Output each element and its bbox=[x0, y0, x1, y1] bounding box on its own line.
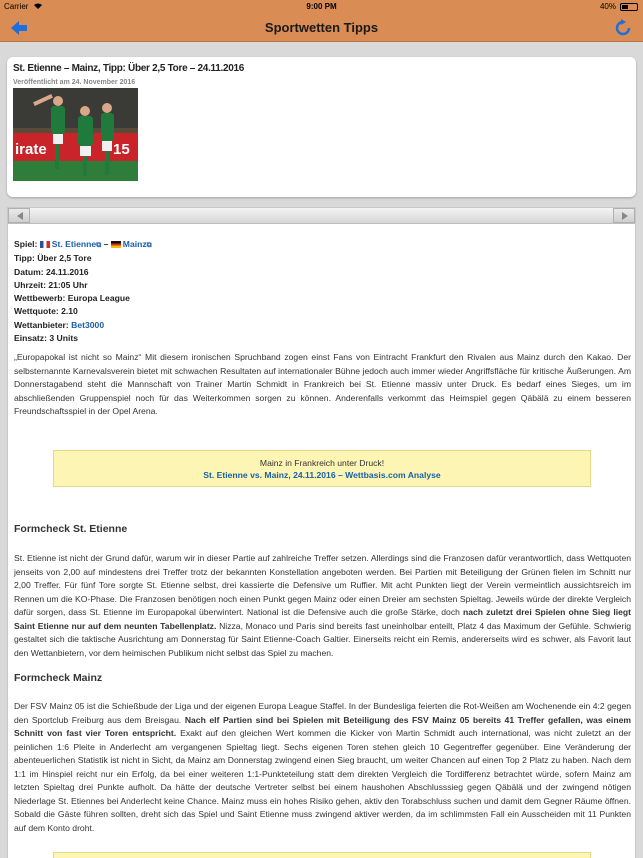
mainz-paragraph bbox=[14, 700, 631, 835]
nav-bar bbox=[0, 14, 643, 42]
competition-line: Wettbewerb: Europa League bbox=[14, 293, 130, 304]
time-line: Uhrzeit: 21:05 Uhr bbox=[14, 279, 88, 290]
bottom-callout bbox=[53, 852, 591, 858]
article-photo bbox=[13, 88, 138, 181]
date-line: Datum: 24.11.2016 bbox=[14, 266, 89, 277]
carrier-label: Carrier bbox=[4, 2, 29, 11]
germany-flag-icon bbox=[111, 241, 121, 248]
status-bar bbox=[0, 0, 643, 14]
analysis-callout[interactable] bbox=[53, 450, 591, 487]
article-header-card bbox=[7, 57, 636, 197]
scroll-left-icon[interactable] bbox=[8, 208, 30, 223]
svg-text:irate: irate bbox=[15, 141, 47, 158]
callout-link[interactable]: St. Etienne vs. Mainz, 24.11.2016 – Wettbasis.com Analyse bbox=[203, 470, 441, 480]
external-link-icon: ⧉ bbox=[96, 242, 102, 249]
team2-link[interactable]: Mainz bbox=[122, 239, 147, 249]
text-bold-segment: nach zuletzt drei Spielen ohne Sieg liegt Saint Etienne nur auf dem neunten Tabellenplatz. bbox=[14, 607, 631, 631]
horizontal-scrollbar[interactable] bbox=[8, 208, 635, 224]
svg-text:15: 15 bbox=[113, 141, 130, 158]
tip-line: Tipp: Über 2,5 Tore bbox=[14, 253, 92, 264]
stake-line: Einsatz: 3 Units bbox=[14, 333, 78, 344]
nav-title: Sportwetten Tipps bbox=[264, 20, 379, 35]
match-separator: – bbox=[103, 239, 109, 249]
article-title: St. Etienne – Mainz, Tipp: Über 2,5 Tore – 24.11.2016 bbox=[13, 63, 245, 74]
text-segment: Der FSV Mainz 05 ist die Schießbude der Liga und der eigenen Europa League Staffel. In der Bundesliga feierten die Rot-Weißen am Wochenende ein 4:2 gegen den Sportclub Freiburg aus dem Breisgau. bbox=[14, 701, 631, 725]
intro-paragraph: „Europapokal ist nicht so Mainz“ Mit diesem ironischen Spruchband zogen einst Fans von Eintracht Frankfurt den Rivalen aus Mainz durch den Kakao. Der selbsternannte Karnevalsverein bietet mit schwachen Resultaten auf internationaler Bühne jedoch auch immer wieder Angriffsfläche für kritische Äußerungen. Am Donnerstagabend steht die Mannschaft von Trainer Martin Schmidt in Frankreich bei St. Etienne massiv unter Druck. Es bedarf eines Sieges, um im abschließenden Gruppenspiel noch für das Weiterkommen sorgen zu können. Anderenfalls verkommt das Heimspiel gegen Qäbälä zu einem besseren Freundschaftsspiel in der Opel Arena. bbox=[14, 352, 631, 416]
text-segment: Exakt auf den gleichen Wert kommen die Kicker von Martin Schmidt auch international, was nicht zuletzt an der peinlichen 1:6 Pleite in Anderlecht am vergangenen Spieltag liegt. Sechs eigenen Toren stehen gleich 10 Gegentreffer gegenüber. Eine Veränderung der abenteuerlichen Statistik ist nicht in Sicht, da Mainz am Donnerstag zwingend einen Sieg braucht, um weiter Chancen auf einen Top 2 Platz zu haben. Nach dem 1:1 im Hinspiel reicht nur ein Erfolg, da bei einer weiteren 1:1-Punkteteilung statt dem direkten Vergleich die Tordifferenz betrachtet würde, sofern Mainz am letzten Spieltag drei Punkte aufholt. Da hätte der deutsche Vertreter selbst bei einem haushohen Abschlusssieg gegen Qäbälä und der zwingend nötigen Niederlage St. Etiennes bei Anderlecht keine Chance. Mainz muss ein hohes Risiko gehen, aktiv den Torabschluss suchen und damit dem Gegner Räume öffnen. Sobald die Gäste führen sollten, dreht sich das Spiel und Saint Etienne muss zwingend aktiver werden, da im schlimmsten Fall ein Ausscheiden mit 11 Punkten auf dem Konto droht. bbox=[14, 728, 632, 833]
match-info bbox=[14, 238, 631, 345]
team1-link[interactable]: St. Etienne bbox=[51, 239, 97, 249]
external-link-icon: ⧉ bbox=[146, 242, 152, 249]
st-etienne-paragraph bbox=[14, 552, 631, 660]
text-segment: Nizza, Monaco und Paris sind bereits fast uneinholbar enteilt, Platz 4 das Maximum der Gefühle. Schwierig gestaltet sich die taktische Ausrichtung am Donnerstag für Saint Etienne-Coach Galtier. Einerseits reicht ein Remis, andererseits wird es schwer, als Favorit laut den Wettanbietern, vor dem heimischen Publikum nicht selbst das Spiel zu machen. bbox=[14, 620, 632, 658]
battery-percent: 40% bbox=[599, 2, 616, 11]
section-heading-mainz: Formcheck Mainz bbox=[14, 672, 103, 684]
callout-line1: Mainz in Frankreich unter Druck! bbox=[259, 458, 385, 468]
article-content bbox=[14, 238, 632, 833]
section-heading-st-etienne: Formcheck St. Etienne bbox=[14, 523, 128, 535]
bookmaker-link[interactable]: Bet3000 bbox=[71, 319, 105, 330]
article-date: Veröffentlicht am 24. November 2016 bbox=[13, 79, 136, 86]
text-bold-segment: Nach elf Partien sind bei Spielen mit Beteiligung des FSV Mainz 05 bereits 41 Treffer gefallen, was einem Schnitt von fast vier Toren entspricht. bbox=[14, 714, 631, 738]
bookmaker-label: Wettanbieter: bbox=[14, 319, 69, 330]
status-time: 9:00 PM bbox=[306, 2, 337, 11]
scroll-right-icon[interactable] bbox=[613, 208, 635, 223]
france-flag-icon bbox=[40, 241, 50, 248]
match-label: Spiel: bbox=[14, 239, 38, 249]
match-line bbox=[14, 238, 631, 252]
odds-line: Wettquote: 2.10 bbox=[14, 306, 78, 317]
refresh-icon[interactable] bbox=[613, 18, 633, 38]
bookmaker-line bbox=[14, 319, 631, 332]
article-webview[interactable] bbox=[7, 207, 636, 858]
text-segment: St. Etienne ist nicht der Grund dafür, warum wir in dieser Partie auf zahlreiche Treffer setzen. Allerdings sind die Franzosen dafür verantwortlich, dass Wettquoten jenseits von 2,00 auf mindestens drei Treffer trotz der bekannten Konstellation angeboten werden. Bei Partien mit Beteiligung der Grünen fielen im Schnitt nur 2,00 Treffer. Für fünf Tore sorgte St. Etienne selbst, drei kassierte die Defensive um Ruffier. Mit acht Punkten liegt der Verein vermeintlich aussichtsreich im Rennen um die KO-Phase. Die Franzosen benötigen noch einen Punkt gegen Mainz oder einen Dreier am sechsten Spieltag. Jeweils würde der direkte Vergleich dafür sorgen, dass St. Etienne im Europapokal überwintert. National ist die Defensive auch die große Stärke, doch bbox=[14, 553, 631, 617]
battery-icon bbox=[620, 3, 638, 11]
